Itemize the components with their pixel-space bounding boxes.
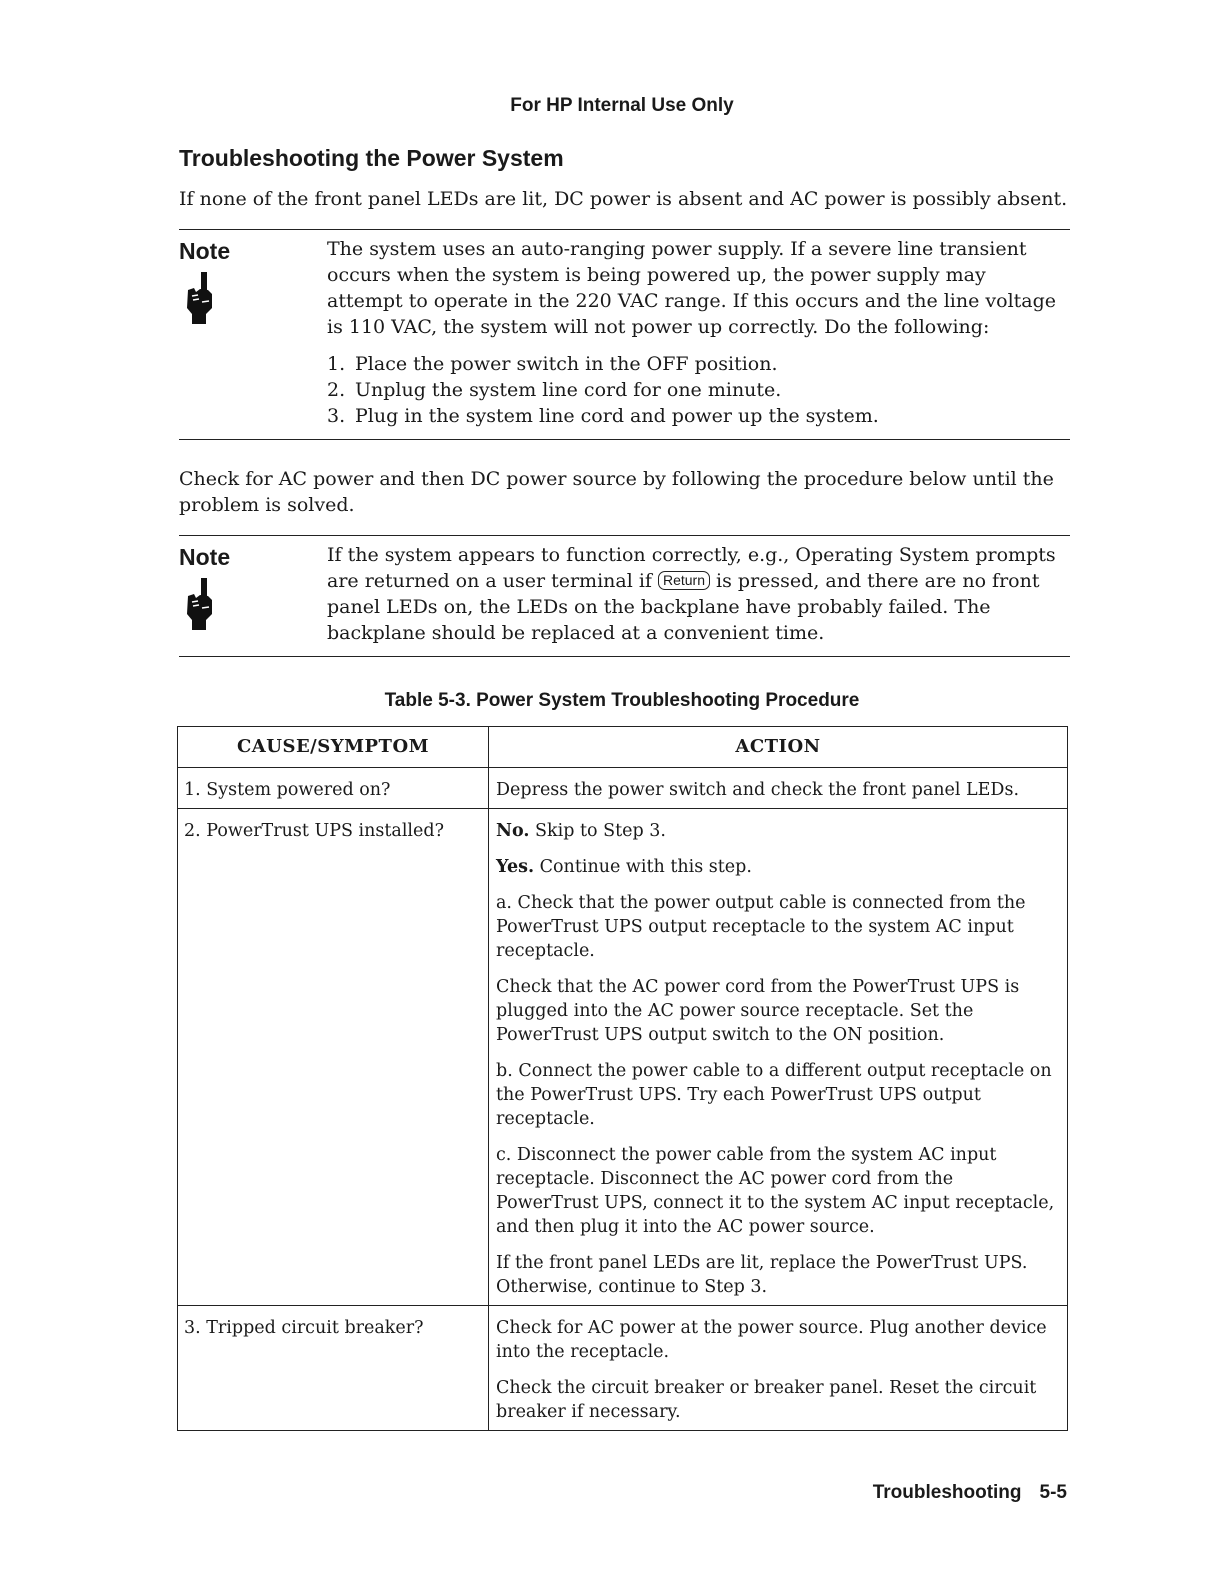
table-row <box>178 1306 1068 1431</box>
table-caption: Table 5-3. Power System Troubleshooting Procedure <box>384 690 860 711</box>
note2-label: Note <box>179 544 231 570</box>
intro-paragraph: If none of the front panel LEDs are lit, DC power is absent and AC power is possibly absent. <box>179 188 1068 210</box>
note1-top-rule <box>179 229 1070 230</box>
note1-bottom-rule <box>179 439 1070 440</box>
note2-bottom-rule <box>179 656 1070 657</box>
pointing-hand-icon <box>184 272 218 324</box>
pointing-hand-icon <box>184 578 218 630</box>
cause-cell: 2. PowerTrust UPS installed? <box>178 809 489 1306</box>
footer-section: Troubleshooting <box>872 1482 1022 1503</box>
list-item: 3. Plug in the system line cord and power up the system. <box>327 405 879 427</box>
action-header: ACTION <box>489 727 1068 768</box>
cause-cell: 3. Tripped circuit breaker? <box>178 1306 489 1431</box>
cause-header: CAUSE/SYMPTOM <box>178 727 489 768</box>
table-row <box>178 768 1068 809</box>
table-header-row <box>178 727 1068 768</box>
section-title: Troubleshooting the Power System <box>179 145 564 171</box>
page-footer <box>873 1482 1067 1504</box>
action-cell: No. Skip to Step 3. Yes. Continue with this step. a. Check that the power output cable is connected from the PowerTrust UPS output receptacle to the system AC input receptacle. Check that the AC power cord from the PowerTrust UPS is plugged into the AC power source receptacle. Set the PowerTrust UPS output switch to the ON position. b. Connect the power cable to a different output receptacle on the PowerTrust UPS. Try each PowerTrust UPS output receptacle. c. Disconnect the power cable from the system AC input receptacle. Disconnect the AC power cord from the PowerTrust UPS, connect it to the system AC input receptacle, and then plug it into the AC power source. If the front panel LEDs are lit, replace the PowerTrust UPS. Otherwise, continue to Step 3. <box>489 809 1068 1306</box>
action-cell: Check for AC power at the power source. Plug another device into the receptacle. Check the circuit breaker or breaker panel. Reset the circuit breaker if necessary. <box>489 1306 1068 1431</box>
list-item: 2. Unplug the system line cord for one minute. <box>327 379 782 401</box>
page-number: 5-5 <box>1039 1482 1067 1503</box>
check-paragraph: Check for AC power and then DC power source by following the procedure below until the problem is solved. <box>179 468 1054 516</box>
note1-label: Note <box>179 238 231 264</box>
return-key: Return <box>658 571 710 590</box>
procedure-table <box>177 726 1068 1431</box>
note2-body: If the system appears to function correctly, e.g., Operating System prompts are returned on a user terminal if Return is pressed, and there are no front panel LEDs on, the LEDs on the backplane have probably failed. The backplane should be replaced at a convenient time. <box>327 544 1056 644</box>
list-item: 1. Place the power switch in the OFF position. <box>327 353 778 375</box>
table-row <box>178 809 1068 1306</box>
cause-cell: 1. System powered on? <box>178 768 489 809</box>
note1-steps <box>327 351 1067 429</box>
note1-body: The system uses an auto-ranging power supply. If a severe line transient occurs when the system is being powered up, the power supply may attempt to operate in the 220 VAC range. If this occurs and the line voltage is 110 VAC, the system will not power up correctly. Do the following: <box>327 238 1057 338</box>
action-cell: Depress the power switch and check the front panel LEDs. <box>489 768 1068 809</box>
note2-top-rule <box>179 535 1070 536</box>
page-header: For HP Internal Use Only <box>510 95 734 116</box>
